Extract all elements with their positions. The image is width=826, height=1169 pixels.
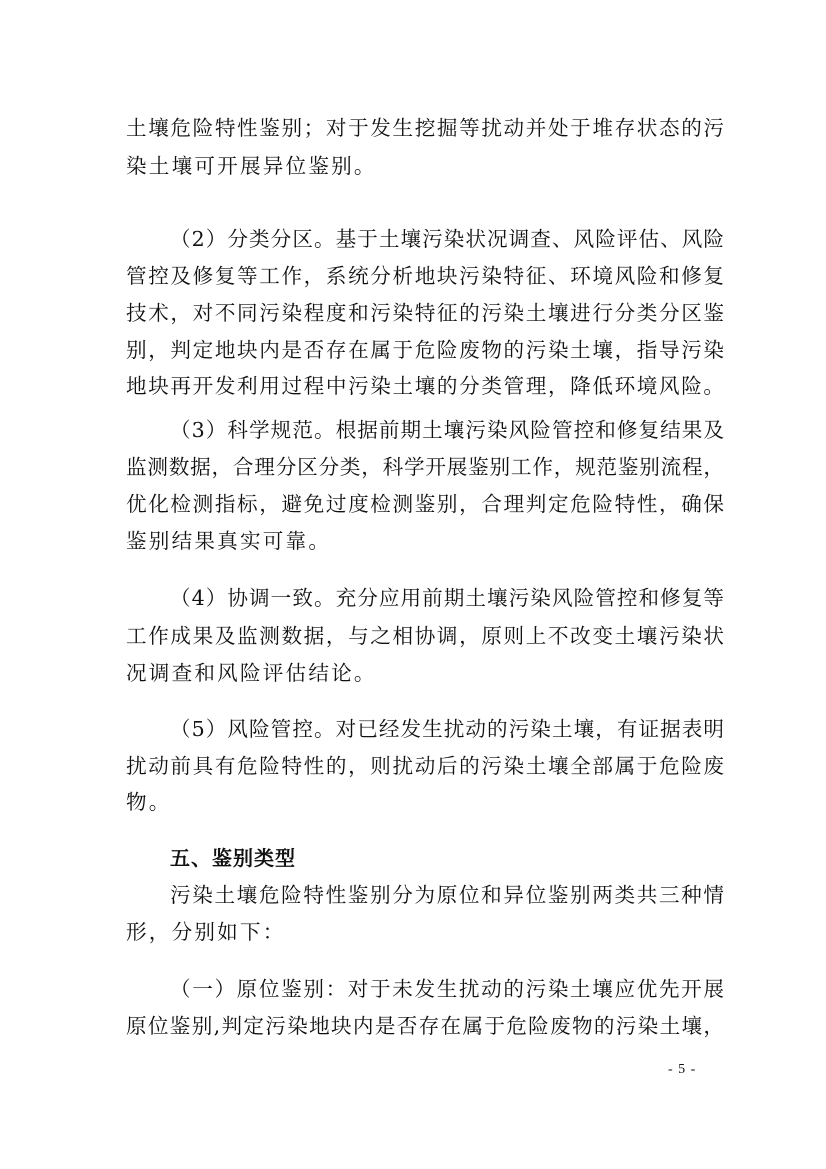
text-line: 技术，对不同污染程度和污染特征的污染土壤进行分类分区鉴 <box>126 301 724 325</box>
text-line: 况调查和风险评估结论。 <box>126 661 377 685</box>
text-line: 扰动前具有危险特性的，则扰动后的污染土壤全部属于危险废 <box>126 754 724 778</box>
text-line: 鉴别结果真实可靠。 <box>126 529 332 553</box>
text-line: （4）协调一致。充分应用前期土壤污染风险管控和修复等 <box>170 586 724 610</box>
text-line: （2）分类分区。基于土壤污染状况调查、风险评估、风险 <box>170 227 724 251</box>
page-number: - 5 - <box>668 1062 697 1077</box>
text-line: 土壤危险特性鉴别；对于发生挖掘等扰动并处于堆存状态的污 <box>126 116 724 140</box>
section-heading: 五、鉴别类型 <box>170 846 296 870</box>
text-line: 监测数据，合理分区分类，科学开展鉴别工作，规范鉴别流程， <box>126 455 724 479</box>
text-line: （一）原位鉴别：对于未发生扰动的污染土壤应优先开展 <box>170 977 724 1001</box>
text-line: （5）风险管控。对已经发生扰动的污染土壤，有证据表明 <box>170 717 724 741</box>
text-line: 工作成果及监测数据，与之相协调，原则上不改变土壤污染状 <box>126 624 724 648</box>
text-line: 物。 <box>126 790 172 814</box>
text-line: 别，判定地块内是否存在属于危险废物的污染土壤，指导污染 <box>126 338 724 362</box>
text-line: 染土壤可开展异位鉴别。 <box>126 154 377 178</box>
text-line: 地块再开发利用过程中污染土壤的分类管理，降低环境风险。 <box>126 374 724 398</box>
text-line: 原位鉴别,判定污染地块内是否存在属于危险废物的污染土壤， <box>126 1014 724 1038</box>
text-line: 形，分别如下： <box>126 920 286 944</box>
text-line: 优化检测指标，避免过度检测鉴别，合理判定危险特性，确保 <box>126 492 724 516</box>
text-line: 管控及修复等工作，系统分析地块污染特征、环境风险和修复 <box>126 264 724 288</box>
text-line: 污染土壤危险特性鉴别分为原位和异位鉴别两类共三种情 <box>170 883 724 907</box>
text-line: （3）科学规范。根据前期土壤污染风险管控和修复结果及 <box>170 418 724 442</box>
